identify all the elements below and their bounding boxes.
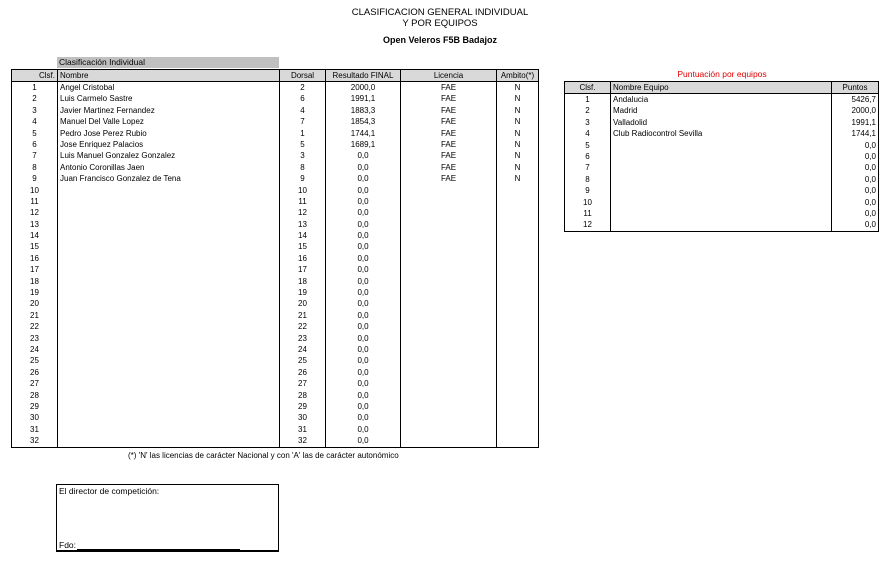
clsf-cell: 15 xyxy=(12,242,58,253)
clsf-cell: 23 xyxy=(12,333,58,344)
resultado-cell: 0,0 xyxy=(326,333,401,344)
resultado-cell: 1744,1 xyxy=(326,128,401,139)
team-puntos-cell: 1744,1 xyxy=(832,129,879,140)
clsf-cell: 29 xyxy=(12,401,58,412)
nombre-cell xyxy=(58,242,280,253)
table-row xyxy=(12,242,539,253)
resultado-cell: 0,0 xyxy=(326,344,401,355)
table-row xyxy=(12,128,539,139)
ambito-cell xyxy=(497,401,539,412)
nombre-cell xyxy=(58,299,280,310)
ambito-cell xyxy=(497,356,539,367)
nombre-cell xyxy=(58,333,280,344)
resultado-cell: 0,0 xyxy=(326,401,401,412)
licencia-cell xyxy=(401,265,497,276)
director-signature-box xyxy=(56,484,279,552)
dorsal-cell: 12 xyxy=(280,208,326,219)
resultado-cell: 0,0 xyxy=(326,424,401,435)
resultado-cell: 0,0 xyxy=(326,310,401,321)
licencia-cell xyxy=(401,322,497,333)
ambito-cell xyxy=(497,367,539,378)
table-row xyxy=(12,356,539,367)
clsf-cell: 6 xyxy=(12,139,58,150)
ambito-cell xyxy=(497,344,539,355)
team-clsf-cell: 7 xyxy=(565,163,611,174)
ambito-cell xyxy=(497,287,539,298)
licencia-cell xyxy=(401,310,497,321)
clsf-cell: 25 xyxy=(12,356,58,367)
team-clsf-cell: 8 xyxy=(565,174,611,185)
clsf-cell: 12 xyxy=(12,208,58,219)
clsf-cell: 10 xyxy=(12,185,58,196)
table-row xyxy=(12,94,539,105)
clsf-cell: 17 xyxy=(12,265,58,276)
ambito-cell: N xyxy=(497,82,539,94)
team-nombre-cell xyxy=(611,163,832,174)
ambito-cell xyxy=(497,242,539,253)
table-row xyxy=(12,117,539,128)
team-puntos-cell: 0,0 xyxy=(832,197,879,208)
table-row xyxy=(565,220,879,232)
clsf-cell: 26 xyxy=(12,367,58,378)
team-puntos-cell: 0,0 xyxy=(832,151,879,162)
dorsal-cell: 10 xyxy=(280,185,326,196)
table-row xyxy=(12,413,539,424)
table-row xyxy=(12,230,539,241)
licencia-cell: FAE xyxy=(401,82,497,94)
team-clsf-cell: 9 xyxy=(565,186,611,197)
clsf-cell: 18 xyxy=(12,276,58,287)
licencia-cell xyxy=(401,253,497,264)
table-row xyxy=(12,276,539,287)
dorsal-cell: 30 xyxy=(280,413,326,424)
table-row xyxy=(12,151,539,162)
team-nombre-cell xyxy=(611,197,832,208)
resultado-cell: 0,0 xyxy=(326,151,401,162)
clsf-cell: 24 xyxy=(12,344,58,355)
team-puntos-cell: 0,0 xyxy=(832,208,879,219)
col-header-licencia: Licencia xyxy=(401,70,497,82)
team-clsf-cell: 12 xyxy=(565,220,611,232)
nombre-cell: Angel Cristobal xyxy=(58,82,280,94)
table-row xyxy=(12,185,539,196)
table-row xyxy=(565,151,879,162)
licencia-cell: FAE xyxy=(401,105,497,116)
table-row xyxy=(12,287,539,298)
licencia-cell: FAE xyxy=(401,162,497,173)
dorsal-cell: 11 xyxy=(280,196,326,207)
table-row xyxy=(565,208,879,219)
ambito-cell xyxy=(497,333,539,344)
dorsal-cell: 5 xyxy=(280,139,326,150)
table-row xyxy=(565,117,879,128)
licencia-cell: FAE xyxy=(401,151,497,162)
ambito-cell xyxy=(497,265,539,276)
nombre-cell: Juan Francisco Gonzalez de Tena xyxy=(58,174,280,185)
dorsal-cell: 25 xyxy=(280,356,326,367)
nombre-cell xyxy=(58,390,280,401)
ambito-cell xyxy=(497,230,539,241)
licencia-cell xyxy=(401,367,497,378)
ambito-cell: N xyxy=(497,105,539,116)
licencia-cell xyxy=(401,401,497,412)
dorsal-cell: 20 xyxy=(280,299,326,310)
nombre-cell: Jose Enriquez Palacios xyxy=(58,139,280,150)
ambito-cell: N xyxy=(497,117,539,128)
director-label: El director de competición: xyxy=(59,486,160,496)
team-nombre-cell xyxy=(611,220,832,232)
resultado-cell: 0,0 xyxy=(326,242,401,253)
table-row xyxy=(565,106,879,117)
dorsal-cell: 3 xyxy=(280,151,326,162)
table-row xyxy=(12,162,539,173)
page-subtitle: Y POR EQUIPOS xyxy=(402,18,478,29)
team-col-header-nombre: Nombre Equipo xyxy=(611,82,832,94)
clsf-cell: 9 xyxy=(12,174,58,185)
ambito-cell xyxy=(497,219,539,230)
licencia-cell xyxy=(401,242,497,253)
dorsal-cell: 28 xyxy=(280,390,326,401)
table-row xyxy=(12,196,539,207)
table-row xyxy=(12,105,539,116)
nombre-cell: Pedro Jose Perez Rubio xyxy=(58,128,280,139)
nombre-cell: Manuel Del Valle Lopez xyxy=(58,117,280,128)
col-header-nombre: Nombre xyxy=(58,70,280,82)
team-clsf-cell: 11 xyxy=(565,208,611,219)
table-row xyxy=(12,436,539,448)
table-row xyxy=(12,310,539,321)
resultado-cell: 0,0 xyxy=(326,253,401,264)
table-row xyxy=(12,322,539,333)
individual-ranking-table xyxy=(11,69,539,448)
clsf-cell: 31 xyxy=(12,424,58,435)
team-puntos-cell: 0,0 xyxy=(832,140,879,151)
col-header-ambito: Ambito(*) xyxy=(497,70,539,82)
dorsal-cell: 29 xyxy=(280,401,326,412)
dorsal-cell: 31 xyxy=(280,424,326,435)
table-row xyxy=(12,424,539,435)
signature-label: Fdo: xyxy=(59,540,77,550)
dorsal-cell: 4 xyxy=(280,105,326,116)
team-puntos-cell: 1991,1 xyxy=(832,117,879,128)
team-col-header-clsf: Clsf. xyxy=(565,82,611,94)
dorsal-cell: 23 xyxy=(280,333,326,344)
table-row xyxy=(565,197,879,208)
team-puntos-cell: 0,0 xyxy=(832,163,879,174)
dorsal-cell: 19 xyxy=(280,287,326,298)
ambito-cell xyxy=(497,379,539,390)
licencia-cell: FAE xyxy=(401,128,497,139)
nombre-cell: Antonio Coronillas Jaen xyxy=(58,162,280,173)
dorsal-cell: 16 xyxy=(280,253,326,264)
team-ranking-heading: Puntuación por equipos xyxy=(677,69,767,79)
ambito-cell xyxy=(497,390,539,401)
table-row xyxy=(12,174,539,185)
resultado-cell: 0,0 xyxy=(326,276,401,287)
table-row xyxy=(12,367,539,378)
resultado-cell: 1883,3 xyxy=(326,105,401,116)
dorsal-cell: 24 xyxy=(280,344,326,355)
licencia-cell: FAE xyxy=(401,174,497,185)
licencia-cell xyxy=(401,299,497,310)
dorsal-cell: 1 xyxy=(280,128,326,139)
team-clsf-cell: 2 xyxy=(565,106,611,117)
nombre-cell xyxy=(58,230,280,241)
nombre-cell xyxy=(58,344,280,355)
licencia-cell xyxy=(401,390,497,401)
resultado-cell: 0,0 xyxy=(326,390,401,401)
resultado-cell: 0,0 xyxy=(326,162,401,173)
table-row xyxy=(565,140,879,151)
licencia-cell xyxy=(401,356,497,367)
dorsal-cell: 21 xyxy=(280,310,326,321)
ambito-cell xyxy=(497,322,539,333)
page-title: CLASIFICACION GENERAL INDIVIDUAL xyxy=(351,7,529,18)
resultado-cell: 0,0 xyxy=(326,196,401,207)
ambito-cell: N xyxy=(497,151,539,162)
resultado-cell: 0,0 xyxy=(326,379,401,390)
clsf-cell: 13 xyxy=(12,219,58,230)
clsf-cell: 16 xyxy=(12,253,58,264)
team-header-row xyxy=(565,82,879,94)
nombre-cell xyxy=(58,265,280,276)
nombre-cell xyxy=(58,310,280,321)
dorsal-cell: 7 xyxy=(280,117,326,128)
licencia-cell xyxy=(401,436,497,448)
dorsal-cell: 27 xyxy=(280,379,326,390)
nombre-cell xyxy=(58,219,280,230)
col-header-dorsal: Dorsal xyxy=(280,70,326,82)
nombre-cell: Javier Martinez Fernandez xyxy=(58,105,280,116)
signature-line xyxy=(77,549,240,550)
nombre-cell: Luis Manuel Gonzalez Gonzalez xyxy=(58,151,280,162)
nombre-cell xyxy=(58,356,280,367)
nombre-cell xyxy=(58,208,280,219)
table-row xyxy=(12,208,539,219)
team-nombre-cell xyxy=(611,151,832,162)
resultado-cell: 0,0 xyxy=(326,299,401,310)
clsf-cell: 30 xyxy=(12,413,58,424)
clsf-cell: 19 xyxy=(12,287,58,298)
licencia-cell xyxy=(401,208,497,219)
clsf-cell: 8 xyxy=(12,162,58,173)
ambito-cell: N xyxy=(497,128,539,139)
ambito-cell xyxy=(497,436,539,448)
dorsal-cell: 18 xyxy=(280,276,326,287)
licencia-cell xyxy=(401,413,497,424)
team-puntos-cell: 0,0 xyxy=(832,186,879,197)
dorsal-cell: 9 xyxy=(280,174,326,185)
table-row xyxy=(565,94,879,106)
licencia-cell xyxy=(401,287,497,298)
resultado-cell: 1991,1 xyxy=(326,94,401,105)
licencia-cell xyxy=(401,230,497,241)
clsf-cell: 27 xyxy=(12,379,58,390)
ambito-cell: N xyxy=(497,162,539,173)
nombre-cell xyxy=(58,322,280,333)
team-nombre-cell xyxy=(611,140,832,151)
nombre-cell xyxy=(58,424,280,435)
licencia-cell xyxy=(401,333,497,344)
table-row xyxy=(565,129,879,140)
resultado-cell: 0,0 xyxy=(326,174,401,185)
team-col-header-puntos: Puntos xyxy=(832,82,879,94)
table-row xyxy=(565,163,879,174)
team-puntos-cell: 2000,0 xyxy=(832,106,879,117)
table-row xyxy=(12,299,539,310)
nombre-cell xyxy=(58,185,280,196)
nombre-cell xyxy=(58,401,280,412)
nombre-cell xyxy=(58,436,280,448)
dorsal-cell: 17 xyxy=(280,265,326,276)
nombre-cell xyxy=(58,196,280,207)
team-nombre-cell xyxy=(611,174,832,185)
table-row xyxy=(12,344,539,355)
table-row xyxy=(12,265,539,276)
dorsal-cell: 8 xyxy=(280,162,326,173)
clsf-cell: 22 xyxy=(12,322,58,333)
dorsal-cell: 26 xyxy=(280,367,326,378)
dorsal-cell: 6 xyxy=(280,94,326,105)
resultado-cell: 2000,0 xyxy=(326,82,401,94)
team-clsf-cell: 1 xyxy=(565,94,611,106)
table-row xyxy=(12,401,539,412)
resultado-cell: 1854,3 xyxy=(326,117,401,128)
nombre-cell xyxy=(58,379,280,390)
clsf-cell: 11 xyxy=(12,196,58,207)
clsf-cell: 21 xyxy=(12,310,58,321)
resultado-cell: 0,0 xyxy=(326,265,401,276)
table-row xyxy=(12,139,539,150)
licencia-cell xyxy=(401,379,497,390)
ambito-cell xyxy=(497,310,539,321)
nombre-cell xyxy=(58,276,280,287)
licencia-cell: FAE xyxy=(401,117,497,128)
team-clsf-cell: 6 xyxy=(565,151,611,162)
table-row xyxy=(12,390,539,401)
dorsal-cell: 15 xyxy=(280,242,326,253)
nombre-cell xyxy=(58,253,280,264)
resultado-cell: 0,0 xyxy=(326,208,401,219)
nombre-cell xyxy=(58,287,280,298)
licencia-cell xyxy=(401,196,497,207)
resultado-cell: 0,0 xyxy=(326,367,401,378)
clsf-cell: 3 xyxy=(12,105,58,116)
clsf-cell: 32 xyxy=(12,436,58,448)
table-row xyxy=(12,333,539,344)
individual-section-label: Clasificación Individual xyxy=(57,57,279,68)
clsf-cell: 1 xyxy=(12,82,58,94)
ambito-cell: N xyxy=(497,139,539,150)
resultado-cell: 0,0 xyxy=(326,436,401,448)
resultado-cell: 0,0 xyxy=(326,230,401,241)
col-header-resultado: Resultado FINAL xyxy=(326,70,401,82)
ambito-cell xyxy=(497,276,539,287)
team-nombre-cell: Andalucia xyxy=(611,94,832,106)
nombre-cell: Luis Carmelo Sastre xyxy=(58,94,280,105)
event-name: Open Veleros F5B Badajoz xyxy=(382,35,498,45)
licence-footnote: (*) 'N' las licencias de carácter Nacional y con 'A' las de carácter autonómico xyxy=(128,451,399,460)
team-clsf-cell: 3 xyxy=(565,117,611,128)
ambito-cell xyxy=(497,424,539,435)
nombre-cell xyxy=(58,367,280,378)
team-nombre-cell xyxy=(611,186,832,197)
licencia-cell: FAE xyxy=(401,94,497,105)
team-puntos-cell: 0,0 xyxy=(832,220,879,232)
ambito-cell xyxy=(497,413,539,424)
clsf-cell: 4 xyxy=(12,117,58,128)
clsf-cell: 28 xyxy=(12,390,58,401)
team-puntos-cell: 0,0 xyxy=(832,174,879,185)
ambito-cell: N xyxy=(497,94,539,105)
nombre-cell xyxy=(58,413,280,424)
dorsal-cell: 2 xyxy=(280,82,326,94)
clsf-cell: 14 xyxy=(12,230,58,241)
table-row xyxy=(565,186,879,197)
dorsal-cell: 13 xyxy=(280,219,326,230)
licencia-cell xyxy=(401,344,497,355)
table-row xyxy=(12,82,539,94)
team-clsf-cell: 4 xyxy=(565,129,611,140)
resultado-cell: 0,0 xyxy=(326,219,401,230)
licencia-cell: FAE xyxy=(401,139,497,150)
licencia-cell xyxy=(401,185,497,196)
clsf-cell: 7 xyxy=(12,151,58,162)
ambito-cell xyxy=(497,196,539,207)
table-row xyxy=(12,253,539,264)
dorsal-cell: 22 xyxy=(280,322,326,333)
ambito-cell xyxy=(497,208,539,219)
licencia-cell xyxy=(401,276,497,287)
individual-header-row xyxy=(12,70,539,82)
team-nombre-cell: Valladolid xyxy=(611,117,832,128)
clsf-cell: 20 xyxy=(12,299,58,310)
team-clsf-cell: 5 xyxy=(565,140,611,151)
ambito-cell xyxy=(497,185,539,196)
resultado-cell: 0,0 xyxy=(326,287,401,298)
team-ranking-table xyxy=(564,81,879,232)
table-row xyxy=(565,174,879,185)
ambito-cell xyxy=(497,299,539,310)
resultado-cell: 0,0 xyxy=(326,322,401,333)
dorsal-cell: 14 xyxy=(280,230,326,241)
licencia-cell xyxy=(401,424,497,435)
table-row xyxy=(12,379,539,390)
resultado-cell: 1689,1 xyxy=(326,139,401,150)
col-header-clsf: Clsf. xyxy=(12,70,58,82)
licencia-cell xyxy=(401,219,497,230)
resultado-cell: 0,0 xyxy=(326,185,401,196)
team-nombre-cell: Club Radiocontrol Sevilla xyxy=(611,129,832,140)
team-nombre-cell xyxy=(611,208,832,219)
team-puntos-cell: 5426,7 xyxy=(832,94,879,106)
resultado-cell: 0,0 xyxy=(326,413,401,424)
ambito-cell: N xyxy=(497,174,539,185)
clsf-cell: 2 xyxy=(12,94,58,105)
team-nombre-cell: Madrid xyxy=(611,106,832,117)
clsf-cell: 5 xyxy=(12,128,58,139)
team-clsf-cell: 10 xyxy=(565,197,611,208)
dorsal-cell: 32 xyxy=(280,436,326,448)
ambito-cell xyxy=(497,253,539,264)
resultado-cell: 0,0 xyxy=(326,356,401,367)
table-row xyxy=(12,219,539,230)
